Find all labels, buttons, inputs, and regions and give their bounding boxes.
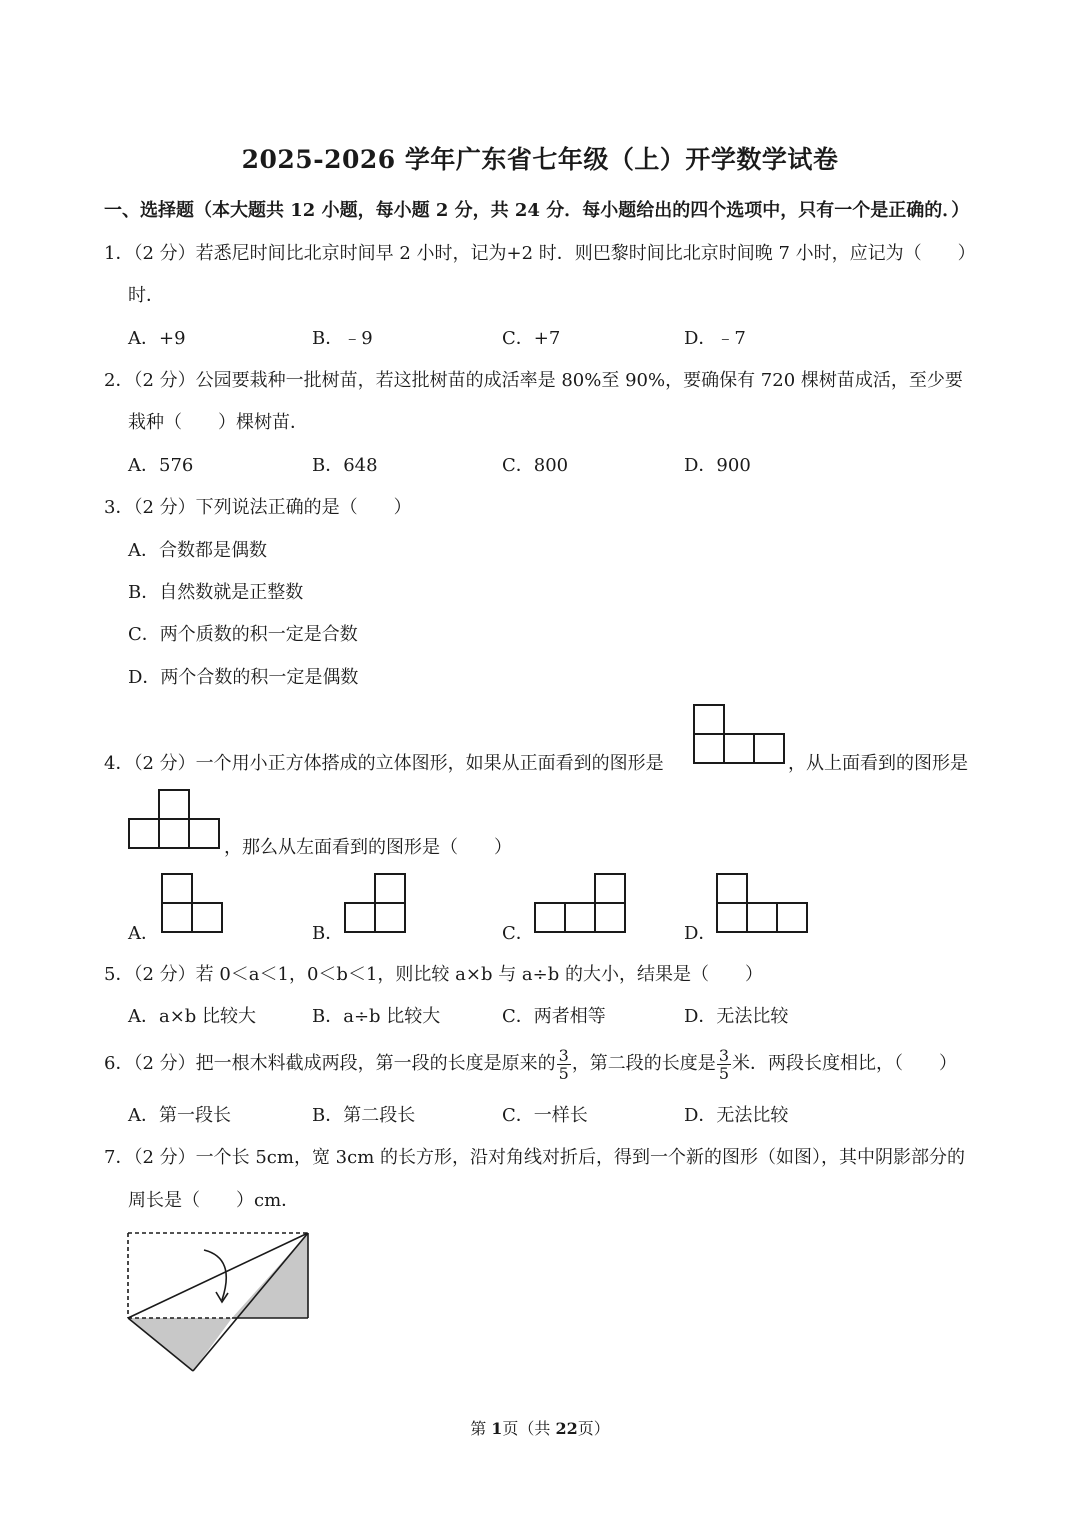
q4-stem-line1a: 4．（2 分）一个用小正方体搭成的立体图形，如果从正面看到的图形是 [104, 753, 664, 774]
q1-stem-line1: 1．（2 分）若悉尼时间比北京时间早 2 小时，记为+2 时．则巴黎时间比北京时间晚 7 小时，应记为（ ） [104, 243, 976, 264]
q6-fraction-2-numerator: 3 [718, 1045, 729, 1065]
q4-option-c-figure[interactable] [534, 873, 626, 933]
q6-option-c[interactable]: C．一样长 [502, 1105, 588, 1126]
q3-option-c[interactable]: C．两个质数的积一定是合数 [128, 624, 358, 645]
q6-fraction-2-denominator: 5 [718, 1063, 729, 1083]
q1-option-d[interactable]: D．﹣7 [684, 328, 746, 349]
q4-option-a-figure[interactable] [161, 873, 223, 933]
q1-option-b[interactable]: B．﹣9 [312, 328, 373, 349]
footer-prefix: 第 [470, 1419, 492, 1438]
page-title: 2025-2026 学年广东省七年级（上）开学数学试卷 [241, 145, 839, 174]
q3-option-b[interactable]: B．自然数就是正整数 [128, 582, 304, 603]
q7-shaded-triangle-lower [128, 1318, 232, 1371]
q5-stem: 5．（2 分）若 0＜a＜1，0＜b＜1，则比较 a×b 与 a÷b 的大小，结果是（ ） [104, 964, 763, 985]
q2-stem-line1: 2．（2 分）公园要栽种一批树苗，若这批树苗的成活率是 80%至 90%，要确保有 720 棵树苗成活，至少要 [104, 370, 963, 391]
footer-suffix: 页） [577, 1419, 610, 1438]
q6-fraction-1 [557, 1047, 571, 1082]
q2-option-a[interactable]: A．576 [128, 455, 194, 476]
section-heading: 一、选择题（本大题共 12 小题，每小题 2 分，共 24 分．每小题给出的四个选项中，只有一个是正确的．） [104, 200, 970, 221]
q4-front-view-figure [693, 704, 785, 764]
q7-stem-line2: 周长是（ ）cm． [128, 1190, 300, 1211]
q6-stem-part1: 6．（2 分）把一根木料截成两段，第一段的长度是原来的 [104, 1053, 556, 1074]
q6-fraction-1-denominator: 5 [558, 1063, 569, 1083]
footer-page-number: 1 [491, 1419, 503, 1438]
q6-fraction-2 [717, 1047, 731, 1082]
q2-option-b[interactable]: B．648 [312, 455, 378, 476]
q6-option-a[interactable]: A．第一段长 [128, 1105, 231, 1126]
q6-stem-part2: ，第二段的长度是 [571, 1053, 716, 1074]
q6-option-b[interactable]: B．第二段长 [312, 1105, 416, 1126]
q4-option-c-label[interactable]: C． [502, 923, 534, 944]
q7-fold-arrow [204, 1250, 226, 1300]
q3-stem: 3．（2 分）下列说法正确的是（ ） [104, 497, 412, 518]
q4-option-a-label[interactable]: A． [128, 923, 159, 944]
q5-option-a[interactable]: A．a×b 比较大 [128, 1006, 257, 1027]
q7-stem-line1: 7．（2 分）一个长 5cm，宽 3cm 的长方形，沿对角线对折后，得到一个新的图形（如图），其中阴影部分的 [104, 1147, 965, 1168]
q4-stem-line1b: ，从上面看到的图形是 [788, 753, 968, 774]
q3-option-d[interactable]: D．两个合数的积一定是偶数 [128, 667, 359, 688]
q2-option-d[interactable]: D．900 [684, 455, 751, 476]
q4-option-d-figure[interactable] [716, 873, 808, 933]
q1-stem-line2: 时． [128, 285, 164, 306]
q4-option-b-figure[interactable] [344, 873, 406, 933]
q6-stem [104, 1043, 957, 1085]
q4-option-b-label[interactable]: B． [312, 923, 344, 944]
q4-top-view-figure [128, 789, 220, 849]
q3-option-a[interactable]: A．合数都是偶数 [128, 540, 267, 561]
q5-option-b[interactable]: B．a÷b 比较大 [312, 1006, 441, 1027]
q6-stem-part3: 米．两段长度相比，（ ） [732, 1053, 957, 1074]
q1-option-a[interactable]: A．+9 [128, 328, 186, 349]
q4-option-d-label[interactable]: D． [684, 923, 717, 944]
q5-option-c[interactable]: C．两者相等 [502, 1006, 606, 1027]
q4-stem-line2: ，那么从左面看到的图形是（ ） [224, 837, 512, 858]
q2-option-c[interactable]: C．800 [502, 455, 569, 476]
q6-option-d[interactable]: D．无法比较 [684, 1105, 789, 1126]
q7-folded-rectangle-figure [124, 1228, 314, 1376]
footer-middle: 页（共 [502, 1419, 556, 1438]
q1-option-c[interactable]: C．+7 [502, 328, 561, 349]
footer-total-pages: 22 [555, 1419, 578, 1438]
q2-stem-line2: 栽种（ ）棵树苗． [128, 412, 308, 433]
q7-fold-arrowhead [216, 1292, 228, 1302]
page-footer [0, 1416, 1080, 1439]
q5-option-d[interactable]: D．无法比较 [684, 1006, 789, 1027]
q6-fraction-1-numerator: 3 [558, 1045, 569, 1065]
